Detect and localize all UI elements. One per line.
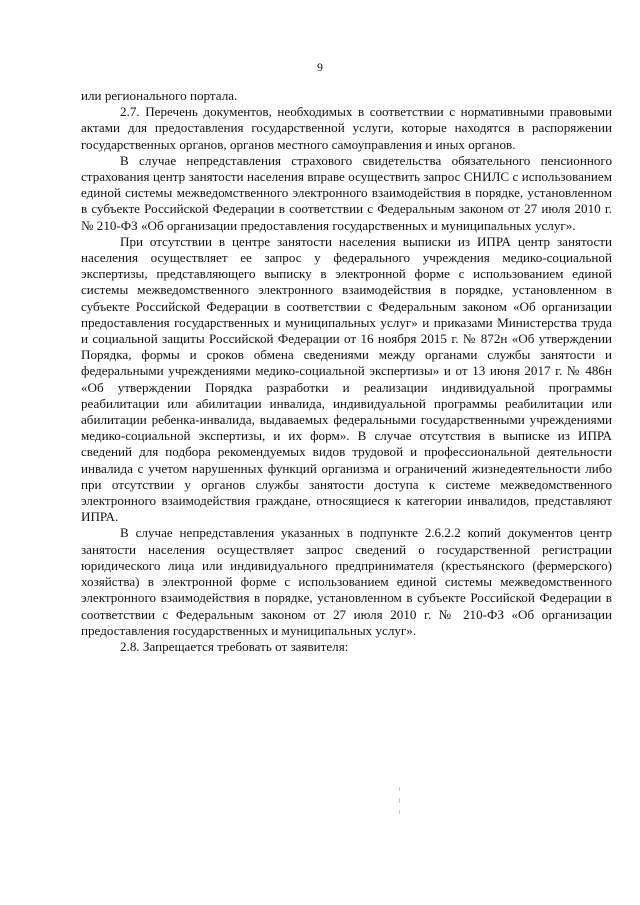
page-number: 9 <box>317 60 323 74</box>
scan-speck <box>399 810 400 814</box>
paragraph-snils-request: В случае непредставления страхового свидетельства обязательного пенсионного страхования центр занятости населения вправе осуществить запрос СНИЛС с использованием единой системы межведомственного электронного взаимодействия в порядке, установленном в субъекте Российской Федерации в соответствии с Федеральным законом от 27 июля 2010 г. № 210-ФЗ «Об организации предоставления государственных и муниципальных услуг». <box>81 152 612 233</box>
paragraph-registration-request: В случае непредставления указанных в подпункте 2.6.2.2 копий документов центр занятости населения осуществляет запрос сведений о государственной регистрации юридического лица или индивидуального предпринимателя (крестьянского (фермерского) хозяйства) в электронной форме с использованием единой системы межведомственного электронного взаимодействия в порядке, установленном в субъекте Российской Федерации в соответствии с Федеральным законом от 27 июля 2010 г. № 210-ФЗ «Об организации предоставления государственных и муниципальных услуг». <box>81 525 612 638</box>
paragraph-continuation: или регионального портала. <box>81 88 238 103</box>
scan-speck <box>399 798 400 803</box>
scan-speck <box>399 787 400 791</box>
paragraph-section-2-7: 2.7. Перечень документов, необходимых в соответствии с нормативными правовыми актами для предоставления государственной услуги, которые находятся в распоряжении государственных органов, органов местного самоуправления и иных органов. <box>81 104 612 152</box>
paragraph-section-2-8: 2.8. Запрещается требовать от заявителя: <box>120 638 349 654</box>
document-body <box>81 88 612 655</box>
paragraph-ipra-request: При отсутствии в центре занятости населения выписки из ИПРА центр занятости населения осуществляет ее запрос у федерального учреждения медико-социальной экспертизы, представляющего выписку в электронной форме с использованием единой системы межведомственного электронного взаимодействия в порядке, установленном в субъекте Российской Федерации в соответствии с Федеральным законом «Об организации предоставления государственных и муниципальных услуг» и приказами Министерства труда и социальной защиты Российской Федерации от 16 ноября 2015 г. № 872н «Об утверждении Порядка, формы и сроков обмена сведениями между органами службы занятости и федеральными учреждениями медико-социальной экспертизы» и от 13 июня 2017 г. № 486н «Об утверждении Порядка разработки и реализации индивидуальной программы реабилитации или абилитации инвалида, индивидуальной программы реабилитации или абилитации ребенка-инвалида, выдаваемых федеральными государственными учреждениями медико-социальной экспертизы, и их форм». В случае отсутствия в выписке из ИПРА сведений для подбора рекомендуемых видов трудовой и профессиональной деятельности инвалида с учетом нарушенных функций организма и ограничений жизнедеятельности либо при отсутствии у органов службы занятости доступа к системе межведомственного электронного взаимодействия граждане, относящиеся к категории инвалидов, представляют ИПРА. <box>81 233 612 525</box>
